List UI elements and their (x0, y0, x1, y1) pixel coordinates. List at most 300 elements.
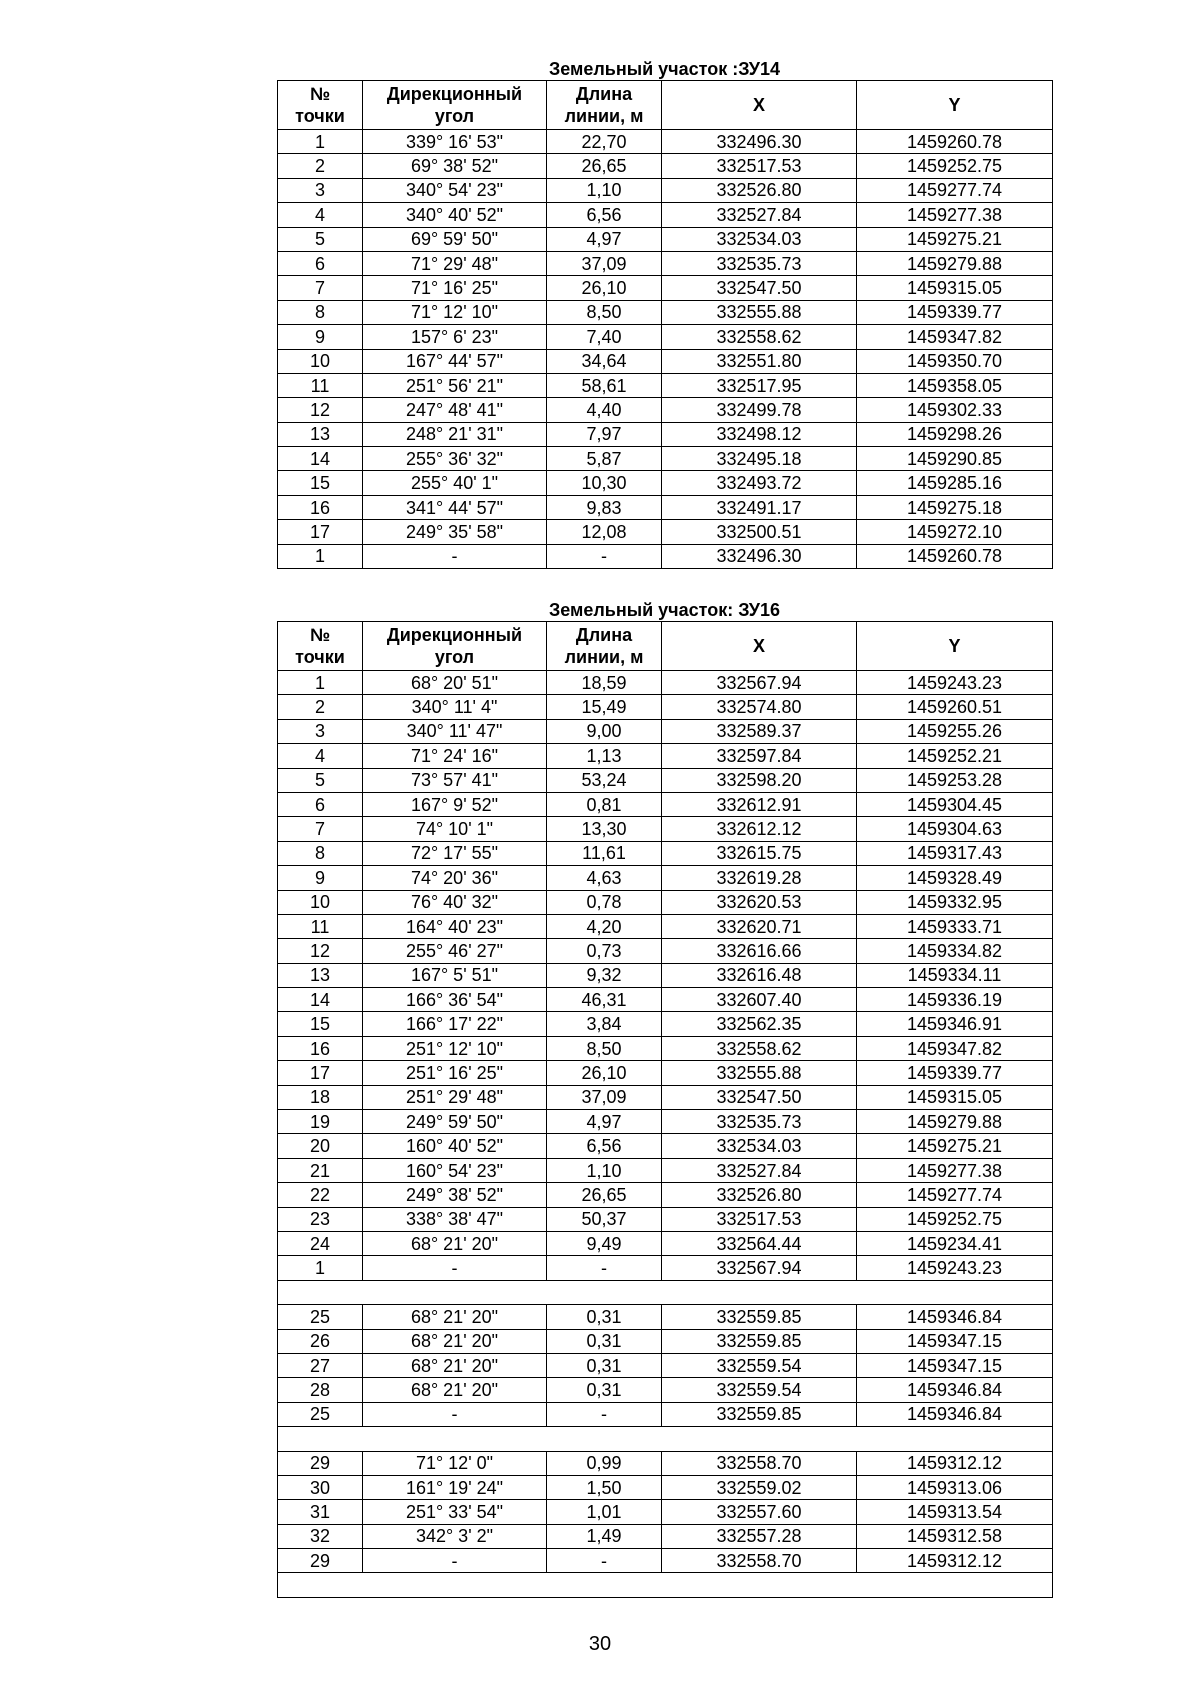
cell-line-length: 13,30 (547, 817, 662, 841)
table-body (278, 671, 1053, 1598)
cell-x: 332597.84 (662, 744, 857, 768)
cell-point-no: 11 (278, 914, 363, 938)
cell-point-no: 7 (278, 817, 363, 841)
cell-line-length: 37,09 (547, 251, 662, 275)
coordinates-table-zu14 (277, 80, 1053, 569)
cell-x: 332558.70 (662, 1549, 857, 1573)
cell-point-no: 26 (278, 1329, 363, 1353)
cell-x: 332559.02 (662, 1475, 857, 1499)
cell-point-no: 20 (278, 1134, 363, 1158)
table-row (278, 768, 1053, 792)
cell-direction-angle: - (363, 1549, 547, 1573)
cell-direction-angle: 72° 17' 55" (363, 841, 547, 865)
table-row (278, 1256, 1053, 1280)
cell-y: 1459346.84 (857, 1378, 1053, 1402)
cell-line-length: 5,87 (547, 447, 662, 471)
table-row (278, 1231, 1053, 1255)
cell-y: 1459332.95 (857, 890, 1053, 914)
table-row (278, 1158, 1053, 1182)
table-row (278, 154, 1053, 178)
cell-y: 1459313.54 (857, 1500, 1053, 1524)
cell-point-no: 18 (278, 1085, 363, 1109)
cell-point-no: 17 (278, 520, 363, 544)
cell-direction-angle: - (363, 1402, 547, 1426)
cell-y: 1459312.12 (857, 1549, 1053, 1573)
cell-x: 332517.95 (662, 373, 857, 397)
cell-point-no: 14 (278, 988, 363, 1012)
cell-direction-angle: 73° 57' 41" (363, 768, 547, 792)
cell-line-length: 26,65 (547, 154, 662, 178)
cell-y: 1459285.16 (857, 471, 1053, 495)
cell-direction-angle: 340° 54' 23" (363, 178, 547, 202)
table-row (278, 914, 1053, 938)
cell-line-length: 7,40 (547, 325, 662, 349)
cell-direction-angle: - (363, 544, 547, 568)
cell-x: 332564.44 (662, 1231, 857, 1255)
cell-x: 332557.60 (662, 1500, 857, 1524)
table-row (278, 963, 1053, 987)
header-y: Y (857, 81, 1053, 130)
cell-point-no: 4 (278, 744, 363, 768)
cell-line-length: 0,31 (547, 1378, 662, 1402)
table-row (278, 744, 1053, 768)
section-title: Земельный участок: ЗУ16 (548, 600, 781, 620)
cell-y: 1459358.05 (857, 373, 1053, 397)
table-row (278, 1012, 1053, 1036)
cell-point-no: 16 (278, 495, 363, 519)
cell-y: 1459260.78 (857, 544, 1053, 568)
cell-direction-angle: 71° 12' 10" (363, 300, 547, 324)
cell-y: 1459252.75 (857, 154, 1053, 178)
cell-x: 332535.73 (662, 1110, 857, 1134)
cell-x: 332559.85 (662, 1402, 857, 1426)
cell-direction-angle: 341° 44' 57" (363, 495, 547, 519)
cell-x: 332559.54 (662, 1378, 857, 1402)
cell-point-no: 6 (278, 792, 363, 816)
table-row (278, 178, 1053, 202)
cell-direction-angle: 251° 56' 21" (363, 373, 547, 397)
table-row (278, 1036, 1053, 1060)
cell-point-no: 8 (278, 841, 363, 865)
cell-point-no: 3 (278, 719, 363, 743)
cell-line-length: - (547, 1402, 662, 1426)
table-body (278, 130, 1053, 569)
cell-direction-angle: 251° 12' 10" (363, 1036, 547, 1060)
cell-point-no: 16 (278, 1036, 363, 1060)
cell-line-length: 4,63 (547, 866, 662, 890)
cell-direction-angle: 342° 3' 2" (363, 1524, 547, 1548)
cell-point-no: 9 (278, 325, 363, 349)
cell-x: 332527.84 (662, 203, 857, 227)
cell-point-no: 15 (278, 471, 363, 495)
table-spacer-row (278, 1573, 1053, 1597)
cell-direction-angle: 71° 24' 16" (363, 744, 547, 768)
cell-line-length: 9,32 (547, 963, 662, 987)
cell-line-length: 0,31 (547, 1305, 662, 1329)
cell-direction-angle: 247° 48' 41" (363, 398, 547, 422)
cell-y: 1459346.84 (857, 1402, 1053, 1426)
cell-point-no: 10 (278, 349, 363, 373)
cell-x: 332558.70 (662, 1451, 857, 1475)
table-row (278, 866, 1053, 890)
cell-point-no: 15 (278, 1012, 363, 1036)
cell-y: 1459347.15 (857, 1353, 1053, 1377)
cell-y: 1459277.74 (857, 178, 1053, 202)
cell-point-no: 14 (278, 447, 363, 471)
cell-line-length: 1,10 (547, 1158, 662, 1182)
cell-line-length: 11,61 (547, 841, 662, 865)
table-row (278, 1353, 1053, 1377)
cell-point-no: 28 (278, 1378, 363, 1402)
table-header-row (278, 622, 1053, 671)
table-row (278, 495, 1053, 519)
cell-direction-angle: 74° 20' 36" (363, 866, 547, 890)
cell-x: 332559.54 (662, 1353, 857, 1377)
spacer-cell (278, 1573, 1053, 1597)
cell-x: 332567.94 (662, 1256, 857, 1280)
cell-point-no: 27 (278, 1353, 363, 1377)
cell-point-no: 32 (278, 1524, 363, 1548)
cell-direction-angle: 161° 19' 24" (363, 1475, 547, 1499)
table-row (278, 325, 1053, 349)
cell-direction-angle: 68° 21' 20" (363, 1329, 547, 1353)
cell-y: 1459315.05 (857, 1085, 1053, 1109)
cell-line-length: 7,97 (547, 422, 662, 446)
cell-x: 332555.88 (662, 1061, 857, 1085)
cell-line-length: 26,10 (547, 1061, 662, 1085)
cell-direction-angle: 74° 10' 1" (363, 817, 547, 841)
cell-x: 332562.35 (662, 1012, 857, 1036)
cell-line-length: - (547, 1256, 662, 1280)
cell-point-no: 25 (278, 1305, 363, 1329)
cell-line-length: 34,64 (547, 349, 662, 373)
cell-y: 1459260.51 (857, 695, 1053, 719)
cell-x: 332612.91 (662, 792, 857, 816)
table-row (278, 890, 1053, 914)
cell-y: 1459279.88 (857, 1110, 1053, 1134)
table-row (278, 447, 1053, 471)
cell-y: 1459315.05 (857, 276, 1053, 300)
cell-line-length: 4,40 (547, 398, 662, 422)
header-line-length: Длина линии, м (547, 622, 662, 671)
table-row (278, 300, 1053, 324)
cell-line-length: 18,59 (547, 671, 662, 695)
cell-point-no: 29 (278, 1451, 363, 1475)
cell-line-length: 12,08 (547, 520, 662, 544)
section-title: Земельный участок :ЗУ14 (548, 59, 781, 79)
cell-point-no: 11 (278, 373, 363, 397)
cell-x: 332574.80 (662, 695, 857, 719)
table-row (278, 203, 1053, 227)
cell-x: 332526.80 (662, 1183, 857, 1207)
cell-line-length: 6,56 (547, 203, 662, 227)
cell-line-length: 9,00 (547, 719, 662, 743)
cell-line-length: 9,83 (547, 495, 662, 519)
spacer-cell (278, 1427, 1053, 1451)
cell-point-no: 1 (278, 544, 363, 568)
table-row (278, 1207, 1053, 1231)
cell-direction-angle: 68° 21' 20" (363, 1231, 547, 1255)
header-point-no: № точки (278, 622, 363, 671)
spacer-cell (278, 1280, 1053, 1304)
cell-x: 332620.71 (662, 914, 857, 938)
header-line-length: Длина линии, м (547, 81, 662, 130)
cell-direction-angle: 71° 29' 48" (363, 251, 547, 275)
cell-x: 332559.85 (662, 1305, 857, 1329)
cell-point-no: 5 (278, 768, 363, 792)
table-row (278, 276, 1053, 300)
table-row (278, 695, 1053, 719)
cell-line-length: 10,30 (547, 471, 662, 495)
cell-x: 332616.48 (662, 963, 857, 987)
cell-point-no: 1 (278, 130, 363, 154)
cell-y: 1459347.82 (857, 325, 1053, 349)
cell-y: 1459347.15 (857, 1329, 1053, 1353)
table-row (278, 1524, 1053, 1548)
cell-direction-angle: 255° 36' 32" (363, 447, 547, 471)
cell-point-no: 21 (278, 1158, 363, 1182)
header-direction-angle: Дирекционный угол (363, 81, 547, 130)
cell-line-length: 4,97 (547, 1110, 662, 1134)
cell-line-length: 9,49 (547, 1231, 662, 1255)
cell-y: 1459253.28 (857, 768, 1053, 792)
cell-y: 1459275.18 (857, 495, 1053, 519)
cell-y: 1459312.12 (857, 1451, 1053, 1475)
cell-point-no: 12 (278, 939, 363, 963)
cell-y: 1459298.26 (857, 422, 1053, 446)
cell-x: 332496.30 (662, 130, 857, 154)
cell-y: 1459252.21 (857, 744, 1053, 768)
cell-y: 1459255.26 (857, 719, 1053, 743)
cell-point-no: 8 (278, 300, 363, 324)
table-row (278, 841, 1053, 865)
cell-x: 332620.53 (662, 890, 857, 914)
table-row (278, 471, 1053, 495)
cell-line-length: 50,37 (547, 1207, 662, 1231)
cell-y: 1459290.85 (857, 447, 1053, 471)
cell-x: 332558.62 (662, 325, 857, 349)
cell-point-no: 7 (278, 276, 363, 300)
cell-direction-angle: 71° 16' 25" (363, 276, 547, 300)
cell-line-length: 1,50 (547, 1475, 662, 1499)
cell-point-no: 10 (278, 890, 363, 914)
cell-direction-angle: 340° 11' 4" (363, 695, 547, 719)
cell-point-no: 1 (278, 1256, 363, 1280)
cell-x: 332615.75 (662, 841, 857, 865)
cell-direction-angle: 340° 11' 47" (363, 719, 547, 743)
cell-line-length: 46,31 (547, 988, 662, 1012)
cell-line-length: 0,31 (547, 1329, 662, 1353)
cell-y: 1459350.70 (857, 349, 1053, 373)
table-row (278, 398, 1053, 422)
cell-line-length: 4,20 (547, 914, 662, 938)
cell-direction-angle: 251° 33' 54" (363, 1500, 547, 1524)
cell-line-length: 58,61 (547, 373, 662, 397)
cell-x: 332498.12 (662, 422, 857, 446)
cell-x: 332567.94 (662, 671, 857, 695)
table-row (278, 1500, 1053, 1524)
cell-line-length: 0,31 (547, 1353, 662, 1377)
cell-y: 1459260.78 (857, 130, 1053, 154)
cell-direction-angle: 68° 20' 51" (363, 671, 547, 695)
table-row (278, 1549, 1053, 1573)
cell-x: 332493.72 (662, 471, 857, 495)
cell-direction-angle: 76° 40' 32" (363, 890, 547, 914)
page-number: 30 (588, 1633, 612, 1655)
cell-direction-angle: - (363, 1256, 547, 1280)
cell-y: 1459339.77 (857, 1061, 1053, 1085)
table-row (278, 817, 1053, 841)
cell-direction-angle: 68° 21' 20" (363, 1378, 547, 1402)
cell-line-length: 1,49 (547, 1524, 662, 1548)
coordinates-table-zu16 (277, 621, 1053, 1598)
cell-line-length: 3,84 (547, 1012, 662, 1036)
table-row (278, 1183, 1053, 1207)
cell-point-no: 31 (278, 1500, 363, 1524)
cell-point-no: 24 (278, 1231, 363, 1255)
cell-direction-angle: 255° 40' 1" (363, 471, 547, 495)
header-direction-angle: Дирекционный угол (363, 622, 547, 671)
cell-x: 332616.66 (662, 939, 857, 963)
cell-point-no: 9 (278, 866, 363, 890)
cell-direction-angle: 69° 59' 50" (363, 227, 547, 251)
table-row (278, 1085, 1053, 1109)
cell-point-no: 6 (278, 251, 363, 275)
table-row (278, 1305, 1053, 1329)
cell-point-no: 30 (278, 1475, 363, 1499)
cell-direction-angle: 249° 35' 58" (363, 520, 547, 544)
cell-direction-angle: 167° 9' 52" (363, 792, 547, 816)
cell-x: 332496.30 (662, 544, 857, 568)
cell-point-no: 1 (278, 671, 363, 695)
cell-y: 1459334.82 (857, 939, 1053, 963)
cell-y: 1459313.06 (857, 1475, 1053, 1499)
cell-y: 1459275.21 (857, 1134, 1053, 1158)
cell-line-length: 15,49 (547, 695, 662, 719)
cell-direction-angle: 255° 46' 27" (363, 939, 547, 963)
cell-y: 1459277.38 (857, 1158, 1053, 1182)
cell-y: 1459333.71 (857, 914, 1053, 938)
cell-y: 1459334.11 (857, 963, 1053, 987)
cell-y: 1459279.88 (857, 251, 1053, 275)
table-row (278, 422, 1053, 446)
table-row (278, 130, 1053, 154)
cell-line-length: 8,50 (547, 1036, 662, 1060)
cell-direction-angle: 69° 38' 52" (363, 154, 547, 178)
cell-direction-angle: 167° 5' 51" (363, 963, 547, 987)
cell-y: 1459304.63 (857, 817, 1053, 841)
cell-y: 1459312.58 (857, 1524, 1053, 1548)
cell-line-length: - (547, 1549, 662, 1573)
cell-x: 332551.80 (662, 349, 857, 373)
cell-y: 1459304.45 (857, 792, 1053, 816)
cell-line-length: 26,10 (547, 276, 662, 300)
cell-y: 1459302.33 (857, 398, 1053, 422)
header-x: X (662, 622, 857, 671)
cell-direction-angle: 251° 16' 25" (363, 1061, 547, 1085)
cell-direction-angle: 249° 38' 52" (363, 1183, 547, 1207)
cell-point-no: 2 (278, 695, 363, 719)
cell-line-length: 1,13 (547, 744, 662, 768)
cell-x: 332517.53 (662, 1207, 857, 1231)
cell-direction-angle: 249° 59' 50" (363, 1110, 547, 1134)
cell-x: 332527.84 (662, 1158, 857, 1182)
cell-y: 1459243.23 (857, 671, 1053, 695)
cell-line-length: 8,50 (547, 300, 662, 324)
table-row (278, 1475, 1053, 1499)
cell-direction-angle: 68° 21' 20" (363, 1305, 547, 1329)
cell-line-length: 0,78 (547, 890, 662, 914)
cell-y: 1459243.23 (857, 1256, 1053, 1280)
cell-x: 332491.17 (662, 495, 857, 519)
cell-x: 332534.03 (662, 227, 857, 251)
cell-y: 1459336.19 (857, 988, 1053, 1012)
cell-line-length: 37,09 (547, 1085, 662, 1109)
cell-x: 332547.50 (662, 1085, 857, 1109)
cell-y: 1459347.82 (857, 1036, 1053, 1060)
cell-y: 1459339.77 (857, 300, 1053, 324)
table-row (278, 671, 1053, 695)
cell-x: 332499.78 (662, 398, 857, 422)
cell-direction-angle: 248° 21' 31" (363, 422, 547, 446)
cell-point-no: 23 (278, 1207, 363, 1231)
cell-x: 332598.20 (662, 768, 857, 792)
table-row (278, 544, 1053, 568)
table-row (278, 1402, 1053, 1426)
cell-point-no: 3 (278, 178, 363, 202)
cell-point-no: 12 (278, 398, 363, 422)
table-header-row (278, 81, 1053, 130)
cell-x: 332526.80 (662, 178, 857, 202)
cell-x: 332612.12 (662, 817, 857, 841)
table-row (278, 939, 1053, 963)
table-row (278, 1110, 1053, 1134)
table-spacer-row (278, 1280, 1053, 1304)
header-x: X (662, 81, 857, 130)
cell-direction-angle: 160° 54' 23" (363, 1158, 547, 1182)
cell-x: 332619.28 (662, 866, 857, 890)
cell-x: 332607.40 (662, 988, 857, 1012)
cell-point-no: 5 (278, 227, 363, 251)
cell-y: 1459317.43 (857, 841, 1053, 865)
cell-y: 1459234.41 (857, 1231, 1053, 1255)
table-row (278, 719, 1053, 743)
cell-direction-angle: 157° 6' 23" (363, 325, 547, 349)
table-row (278, 1134, 1053, 1158)
cell-direction-angle: 167° 44' 57" (363, 349, 547, 373)
table-row (278, 349, 1053, 373)
table-row (278, 520, 1053, 544)
header-y: Y (857, 622, 1053, 671)
cell-direction-angle: 251° 29' 48" (363, 1085, 547, 1109)
table-spacer-row (278, 1427, 1053, 1451)
header-point-no: № точки (278, 81, 363, 130)
table-row (278, 227, 1053, 251)
cell-y: 1459272.10 (857, 520, 1053, 544)
cell-direction-angle: 166° 36' 54" (363, 988, 547, 1012)
cell-point-no: 13 (278, 963, 363, 987)
cell-x: 332558.62 (662, 1036, 857, 1060)
cell-point-no: 13 (278, 422, 363, 446)
cell-x: 332559.85 (662, 1329, 857, 1353)
table-row (278, 373, 1053, 397)
cell-direction-angle: 160° 40' 52" (363, 1134, 547, 1158)
cell-x: 332535.73 (662, 251, 857, 275)
cell-y: 1459328.49 (857, 866, 1053, 890)
table-row (278, 792, 1053, 816)
cell-direction-angle: 71° 12' 0" (363, 1451, 547, 1475)
cell-y: 1459277.38 (857, 203, 1053, 227)
